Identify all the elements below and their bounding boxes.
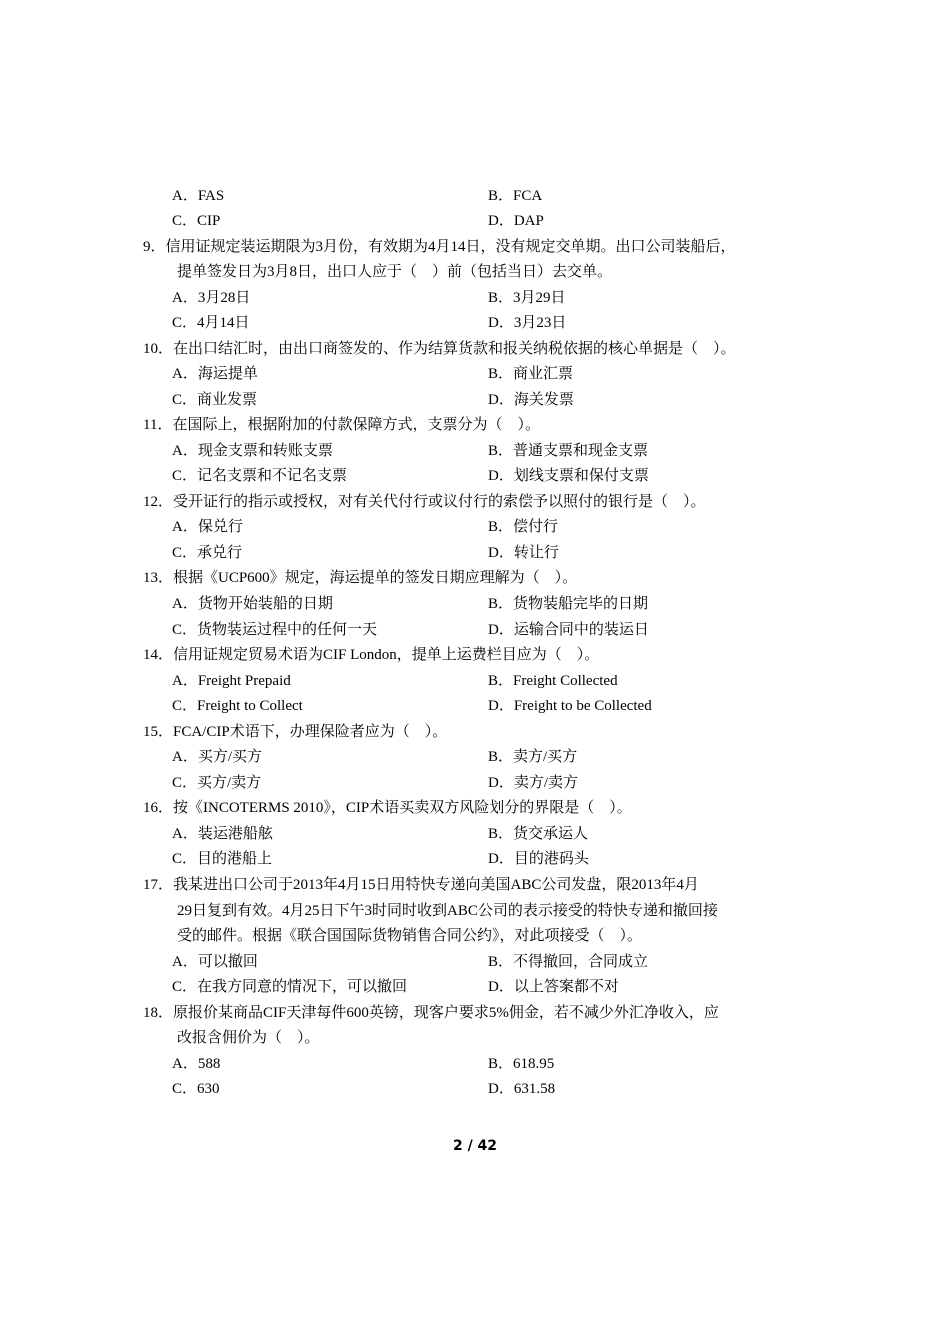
q8-option-a: A．FAS (172, 188, 225, 204)
q9-option-b: B．3月29日 (488, 290, 566, 306)
q15-option-d: D．卖方/卖方 (488, 775, 579, 791)
q17-option-d: D．以上答案都不对 (488, 979, 619, 995)
q17-text-line-2: 29日复到有效。4月25日下午3时同时收到ABC公司的表示接受的特快专递和撤回接 (177, 903, 718, 919)
q16-option-c: C．目的港船上 (172, 851, 273, 867)
q8-option-c: C．CIP (172, 213, 221, 229)
q10-option-b: B．商业汇票 (488, 366, 574, 382)
q11-text: 11．在国际上，根据附加的付款保障方式，支票分为（ ）。 (143, 417, 540, 433)
q12-option-d: D．转让行 (488, 545, 559, 561)
q16-text: 16．按《INCOTERMS 2010》，CIP术语买卖双方风险划分的界限是（ ）。 (143, 800, 632, 816)
q18-option-c: C．630 (172, 1081, 220, 1097)
q14-option-d: D．Freight to be Collected (488, 698, 652, 714)
q12-text: 12．受开证行的指示或授权，对有关代付行或议付行的索偿予以照付的银行是（ ）。 (143, 494, 706, 510)
q11-option-c: C．记名支票和不记名支票 (172, 468, 348, 484)
page-number: 2 / 42 (452, 1138, 498, 1154)
q13-option-b: B．货物装船完毕的日期 (488, 596, 649, 612)
q15-option-b: B．卖方/买方 (488, 749, 578, 765)
q16-option-d: D．目的港码头 (488, 851, 589, 867)
q13-option-c: C．货物装运过程中的任何一天 (172, 622, 378, 638)
q11-option-d: D．划线支票和保付支票 (488, 468, 649, 484)
q17-text-line-1: 17．我某进出口公司于2013年4月15日用特快专递向美国ABC公司发盘，限2013年4月 (143, 877, 699, 893)
q9-text-line-1: 9．信用证规定装运期限为3月份，有效期为4月14日，没有规定交单期。出口公司装船后， (143, 239, 736, 255)
q8-option-b: B．FCA (488, 188, 543, 204)
q15-text: 15．FCA/CIP术语下，办理保险者应为（ ）。 (143, 724, 448, 740)
q12-option-c: C．承兑行 (172, 545, 243, 561)
q16-option-a: A．装运港船舷 (172, 826, 273, 842)
q14-option-c: C．Freight to Collect (172, 698, 303, 714)
q17-text-line-3: 受的邮件。根据《联合国国际货物销售合同公约》，对此项接受（ ）。 (177, 928, 643, 944)
q17-option-a: A．可以撤回 (172, 954, 258, 970)
q16-option-b: B．货交承运人 (488, 826, 589, 842)
q9-option-c: C．4月14日 (172, 315, 250, 331)
q14-text: 14．信用证规定贸易术语为CIF London，提单上运费栏目应为（ ）。 (143, 647, 600, 663)
q12-option-b: B．偿付行 (488, 519, 559, 535)
q13-option-d: D．运输合同中的装运日 (488, 622, 649, 638)
q9-option-d: D．3月23日 (488, 315, 567, 331)
q18-option-d: D．631.58 (488, 1081, 556, 1097)
q17-option-b: B．不得撤回，合同成立 (488, 954, 649, 970)
q13-option-a: A．货物开始装船的日期 (172, 596, 333, 612)
q11-option-b: B．普通支票和现金支票 (488, 443, 649, 459)
q14-option-a: A．Freight Prepaid (172, 673, 291, 689)
q13-text: 13．根据《UCP600》规定，海运提单的签发日期应理解为（ ）。 (143, 570, 578, 586)
q11-option-a: A．现金支票和转账支票 (172, 443, 333, 459)
q17-option-c: C．在我方同意的情况下，可以撤回 (172, 979, 408, 995)
q18-option-b: B．618.95 (488, 1056, 555, 1072)
q18-text-line-2: 改报含佣价为（ ）。 (177, 1030, 320, 1046)
q9-option-a: A．3月28日 (172, 290, 251, 306)
q15-option-c: C．买方/卖方 (172, 775, 262, 791)
q18-option-a: A．588 (172, 1056, 221, 1072)
q10-option-a: A．海运提单 (172, 366, 258, 382)
q10-option-d: D．海关发票 (488, 392, 574, 408)
q14-option-b: B．Freight Collected (488, 673, 618, 689)
q10-option-c: C．商业发票 (172, 392, 258, 408)
q18-text-line-1: 18．原报价某商品CIF天津每件600英镑，现客户要求5%佣金，若不减少外汇净收入，应 (143, 1005, 719, 1021)
q15-option-a: A．买方/买方 (172, 749, 263, 765)
q9-text-line-2: 提单签发日为3月8日，出口人应于（ ）前（包括当日）去交单。 (177, 264, 613, 280)
q8-option-d: D．DAP (488, 213, 544, 229)
q10-text: 10．在出口结汇时，由出口商签发的、作为结算货款和报关纳税依据的核心单据是（ ）。 (143, 341, 736, 357)
q12-option-a: A．保兑行 (172, 519, 243, 535)
